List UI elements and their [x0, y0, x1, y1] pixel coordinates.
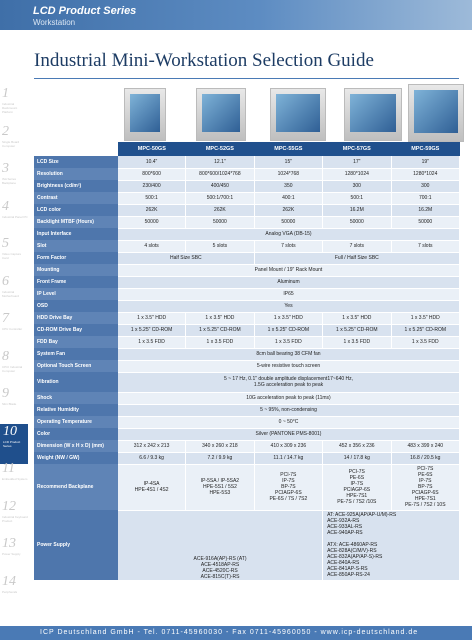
selection-table: [34, 142, 460, 581]
chapter-number: 7: [2, 311, 9, 326]
spec-line: PE-6S: [349, 475, 365, 481]
chapter-label: LCD Product Series: [3, 440, 21, 448]
spec-value: [391, 464, 459, 510]
spec-line: ACE-850AP-RS-24: [327, 572, 370, 578]
spec-line: ACE-940AP-RS: [327, 530, 363, 536]
spec-value: 1280*1024: [323, 168, 391, 180]
spec-row: [34, 156, 460, 168]
chapter-index-item[interactable]: [2, 349, 28, 389]
spec-label: Power Supply: [34, 510, 118, 580]
spec-line: PCI-7S: [348, 469, 365, 475]
spec-value: [118, 464, 186, 510]
spec-line: IP-7S: [282, 478, 295, 484]
chapter-number: 9: [2, 386, 9, 401]
spec-value: 5 slots: [186, 240, 254, 252]
spec-line: 1.5G acceleration peak to peak: [253, 382, 324, 388]
spec-line: IP-7S: [419, 478, 432, 484]
chapter-number: 13: [2, 536, 16, 551]
spec-label: Color: [34, 428, 118, 440]
spec-row: [34, 452, 460, 464]
spec-value: 340 x 260 x 218: [186, 440, 254, 452]
spec-row: [34, 416, 460, 428]
spec-value: Aluminum: [118, 276, 460, 288]
spec-value: 1024*768: [254, 168, 322, 180]
spec-label: Weight (NW / GW): [34, 452, 118, 464]
spec-label: Relative Humidity: [34, 404, 118, 416]
spec-value: 800*600: [118, 168, 186, 180]
spec-label: CD-ROM Drive Bay: [34, 324, 118, 336]
spec-label: Slot: [34, 240, 118, 252]
spec-label: Backlight MTBF (Hours): [34, 216, 118, 228]
spec-value: 1 x 3.5" HDD: [391, 312, 459, 324]
spec-value: 19": [391, 156, 459, 168]
spec-line: ACE-933AL-RS: [327, 524, 363, 530]
spec-line: PE-7S / 7S2 /10S: [337, 499, 377, 505]
spec-line: HPE-7S1: [346, 493, 368, 499]
spec-label: OSD: [34, 300, 118, 312]
spec-line: ACE-840A-RS: [327, 560, 360, 566]
spec-value: 400:1: [254, 192, 322, 204]
chapter-index-item[interactable]: [2, 236, 28, 276]
spec-line: ACE-828A(C/M/V)-RS: [327, 548, 377, 554]
spec-line: PCIAGP-6S: [343, 487, 371, 493]
spec-value: Yes: [118, 300, 460, 312]
chapter-index-item[interactable]: [2, 536, 28, 576]
spec-label: System Fan: [34, 348, 118, 360]
spec-row: [34, 360, 460, 372]
spec-label: Recommend Backplane: [34, 464, 118, 510]
chapter-label: Power Supply: [2, 552, 21, 556]
spec-label: Shock: [34, 392, 118, 404]
product-photo-mpc-59gs: [408, 84, 464, 142]
spec-value: 7 slots: [254, 240, 322, 252]
spec-value: 1 x 3.5 FDD: [391, 336, 459, 348]
chapter-index-item[interactable]: [2, 199, 28, 239]
spec-line: ACE-4518AP-RS: [200, 561, 240, 568]
spec-line: PE-7S / 7S2 / 10S: [404, 502, 446, 508]
series-subtitle: Workstation: [33, 18, 76, 27]
spec-value: 11.1 / 14.7 kg: [254, 452, 322, 464]
spec-label: LCD color: [34, 204, 118, 216]
spec-line: PCI-7S: [280, 472, 297, 478]
spec-line: ATX: ACE-4860AP-RS: [327, 542, 378, 548]
chapter-label: Video Capture Card: [2, 252, 22, 260]
spec-row: [34, 464, 460, 510]
spec-value: [323, 510, 460, 580]
spec-label: Resolution: [34, 168, 118, 180]
chapter-label: Industrial Motherboard: [2, 290, 20, 298]
chapter-label: Industrial Panel PC: [2, 215, 28, 219]
spec-row: [34, 510, 460, 580]
chapter-label: Slim Blade: [2, 402, 17, 406]
spec-line: ACE-832A(AP/AP-S)-RS: [327, 554, 383, 560]
spec-value: [118, 372, 460, 392]
spec-value: 1 x 3.5" HDD: [118, 312, 186, 324]
spec-label: HDD Drive Bay: [34, 312, 118, 324]
chapter-index-item[interactable]: [2, 311, 28, 351]
spec-row: [34, 252, 460, 264]
spec-value: 262K: [118, 204, 186, 216]
chapter-index-item[interactable]: [2, 274, 28, 314]
spec-row: [34, 192, 460, 204]
spec-value: Half Size SBC: [118, 252, 254, 264]
spec-row: [34, 180, 460, 192]
spec-line: HPE-5S1 / 5S2: [202, 484, 237, 490]
spec-row: [34, 204, 460, 216]
spec-label: Dimension (W x H x D) (mm): [34, 440, 118, 452]
chapter-index-item[interactable]: [2, 499, 28, 539]
spec-label: FDD Bay: [34, 336, 118, 348]
chapter-number: 10: [3, 424, 17, 439]
spec-label: Brightness (cd/m²): [34, 180, 118, 192]
chapter-number: 11: [2, 461, 15, 476]
series-title: LCD Product Series: [33, 5, 137, 17]
model-header: MPC-57GS: [323, 142, 391, 156]
spec-value: 800*600/1024*768: [186, 168, 254, 180]
spec-value: 14 / 17.8 kg: [323, 452, 391, 464]
spec-row: [34, 228, 460, 240]
spec-value: [118, 510, 323, 580]
spec-row: [34, 276, 460, 288]
spec-value: 7.2 / 9.9 kg: [186, 452, 254, 464]
chapter-number: 5: [2, 236, 9, 251]
spec-row: [34, 312, 460, 324]
spec-value: 50000: [391, 216, 459, 228]
spec-value: 1 x 5.25" CD-ROM: [118, 324, 186, 336]
spec-label: Vibration: [34, 372, 118, 392]
spec-line: IP-4SA: [143, 481, 160, 487]
chapter-number: 4: [2, 199, 9, 214]
model-header: MPC-55GS: [254, 142, 322, 156]
spec-value: Panel Mount / 19" Rack Mount: [118, 264, 460, 276]
spec-value: 312 x 242 x 213: [118, 440, 186, 452]
spec-row: [34, 264, 460, 276]
spec-value: 1 x 3.5" HDD: [254, 312, 322, 324]
spec-row: [34, 324, 460, 336]
product-photo-mpc-55gs: [270, 88, 326, 141]
spec-value: 1 x 5.25" CD-ROM: [323, 324, 391, 336]
spec-value: 1 x 3.5 FDD: [323, 336, 391, 348]
spec-value: 483 x 399 x 240: [391, 440, 459, 452]
spec-value: 10.4": [118, 156, 186, 168]
spec-line: HPE-5S3: [209, 490, 231, 496]
chapter-index: [0, 30, 28, 626]
spec-value: 0 ~ 50°C: [118, 416, 460, 428]
chapter-index-item[interactable]: [2, 461, 28, 501]
spec-row: [34, 240, 460, 252]
spec-row: [34, 392, 460, 404]
spec-value: 500:1/700:1: [186, 192, 254, 204]
page-title: Industrial Mini-Workstation Selection Guide: [34, 50, 374, 71]
chapter-index-item[interactable]: [0, 424, 28, 464]
spec-value: 1 x 5.25" CD-ROM: [254, 324, 322, 336]
header-bar: [0, 0, 472, 30]
spec-row: [34, 300, 460, 312]
spec-value: 400/450: [186, 180, 254, 192]
spec-label: Front Frame: [34, 276, 118, 288]
spec-value: 16.2M: [323, 204, 391, 216]
spec-label: Operating Temperature: [34, 416, 118, 428]
chapter-number: 8: [2, 349, 9, 364]
spec-value: 350: [254, 180, 322, 192]
spec-value: 500:1: [118, 192, 186, 204]
spec-value: 1280*1024: [391, 168, 459, 180]
spec-line: ACE-815C(T)-RS: [200, 573, 240, 580]
spec-value: 1 x 5.25" CD-ROM: [186, 324, 254, 336]
chapter-number: 12: [2, 499, 16, 514]
chapter-label: Peripherals: [2, 590, 18, 594]
spec-value: 7 slots: [391, 240, 459, 252]
spec-value: 300: [323, 180, 391, 192]
footer-contact: ICP Deutschland GmbH - Tel. 0711-45960030 - Fax 0711-45960050 - www.icp-deutschland.de: [0, 626, 472, 640]
spec-value: 50000: [118, 216, 186, 228]
spec-value: 1 x 3.5 FDD: [186, 336, 254, 348]
spec-row: [34, 288, 460, 300]
spec-value: 17": [323, 156, 391, 168]
spec-value: 230/400: [118, 180, 186, 192]
spec-line: PCIAGP-6S: [411, 490, 439, 496]
spec-line: IP-7S: [350, 481, 364, 487]
spec-value: IP65: [118, 288, 460, 300]
spec-row: [34, 428, 460, 440]
spec-row: [34, 216, 460, 228]
spec-value: 10G acceleration peak to peak (11ms): [118, 392, 460, 404]
chapter-label: Industrial Keyboard Product: [2, 515, 28, 523]
chapter-label: Industrial Rackmount Platform: [2, 102, 18, 114]
spec-value: 410 x 309 x 236: [254, 440, 322, 452]
spec-value: 262K: [254, 204, 322, 216]
chapter-label: Embedded System: [2, 477, 28, 481]
product-photo-mpc-50gs: [124, 88, 166, 141]
chapter-number: 1: [2, 86, 9, 101]
spec-value: 15": [254, 156, 322, 168]
chapter-label: ISA Series Backplane: [2, 177, 17, 185]
spec-value: 1 x 3.5" HDD: [323, 312, 391, 324]
spec-value: 1 x 5.25" CD-ROM: [391, 324, 459, 336]
spec-value: [186, 464, 254, 510]
spec-label: Mounting: [34, 264, 118, 276]
product-photo-mpc-57gs: [344, 88, 402, 141]
spec-row: [34, 404, 460, 416]
chapter-number: 14: [2, 574, 16, 589]
spec-value: 1 x 3.5 FDD: [254, 336, 322, 348]
chapter-number: 6: [2, 274, 9, 289]
chapter-label: CPCI Industrial Computer: [2, 365, 23, 373]
spec-value: [323, 464, 391, 510]
chapter-number: 3: [2, 161, 9, 176]
spec-value: 50000: [323, 216, 391, 228]
model-header: MPC-52GS: [186, 142, 254, 156]
spec-label: Input Interface: [34, 228, 118, 240]
chapter-index-item[interactable]: [2, 86, 28, 126]
spec-value: 5 ~ 95%, non-condensing: [118, 404, 460, 416]
spec-label: Contrast: [34, 192, 118, 204]
spec-value: 5-wire resistive touch screen: [118, 360, 460, 372]
chapter-label: Single Board Computer: [2, 140, 20, 148]
spec-line: HPE-4S1 / 4S2: [134, 487, 169, 493]
spec-value: 12.1": [186, 156, 254, 168]
spec-value: 16.2M: [391, 204, 459, 216]
spec-line: ACE-841AP-S-RS: [327, 566, 368, 572]
spec-line: PE-6S / 7S / 7S2: [269, 496, 308, 502]
spec-value: [254, 464, 322, 510]
spec-row: [34, 168, 460, 180]
spec-line: PCIAGP-6S: [275, 490, 302, 496]
spec-value: 1 x 3.5 FDD: [118, 336, 186, 348]
spec-value: Analog VGA (DB-15): [118, 228, 460, 240]
spec-value: 7 slots: [323, 240, 391, 252]
spec-line: BP-7S: [418, 484, 433, 490]
spec-line: BP-7S: [281, 484, 296, 490]
model-header: MPC-50GS: [118, 142, 186, 156]
spec-label: IP Level: [34, 288, 118, 300]
spec-line: 5 ~ 17 Hz, 0.1" double amplitude displacement17~640 Hz,: [223, 376, 354, 382]
spec-line: ACE-916A(AP)-RS (AT): [193, 555, 247, 562]
chapter-index-item[interactable]: [2, 386, 28, 426]
spec-line: ACE-4520C-RS: [202, 567, 238, 574]
spec-label: Optional Touch Screen: [34, 360, 118, 372]
spec-row: [34, 372, 460, 392]
spec-value: 16.8 / 20.5 kg: [391, 452, 459, 464]
chapter-index-item[interactable]: [2, 161, 28, 201]
spec-line: PCI-7S: [417, 466, 434, 472]
chapter-label: CPU Controller: [2, 327, 23, 331]
spec-line: AT: ACE-925A(AP/AP-U/M)-RS: [327, 512, 397, 518]
spec-line: ACE-932A-RS: [327, 518, 360, 524]
spec-value: 500:1: [323, 192, 391, 204]
spec-value: 300: [391, 180, 459, 192]
spec-label: LCD Size: [34, 156, 118, 168]
title-divider: [34, 78, 459, 79]
model-header: MPC-59GS: [391, 142, 459, 156]
spec-value: 8cm ball bearing 38 CFM fan: [118, 348, 460, 360]
product-photo-mpc-52gs: [196, 88, 246, 141]
spec-value: Silver (PANTONE PMS-8001): [118, 428, 460, 440]
spec-row: [34, 348, 460, 360]
spec-value: 262K: [186, 204, 254, 216]
spec-value: 50000: [254, 216, 322, 228]
chapter-index-item[interactable]: [2, 124, 28, 164]
spec-row: [34, 336, 460, 348]
spec-value: 452 x 356 x 236: [323, 440, 391, 452]
spec-value: 6.6 / 9.3 kg: [118, 452, 186, 464]
spec-value: 50000: [186, 216, 254, 228]
spec-value: 700:1: [391, 192, 459, 204]
spec-value: 4 slots: [118, 240, 186, 252]
spec-value: 1 x 3.5" HDD: [186, 312, 254, 324]
spec-row: [34, 440, 460, 452]
spec-line: PE-6S: [418, 472, 433, 478]
spec-line: HPE-7S1: [414, 496, 436, 502]
spec-value: Full / Half Size SBC: [254, 252, 459, 264]
spec-label: Form Factor: [34, 252, 118, 264]
chapter-index-item[interactable]: [2, 574, 28, 614]
chapter-number: 2: [2, 124, 9, 139]
model-header-row: [34, 142, 460, 156]
spec-line: IP-5SA / IP-5SA2: [200, 478, 240, 484]
